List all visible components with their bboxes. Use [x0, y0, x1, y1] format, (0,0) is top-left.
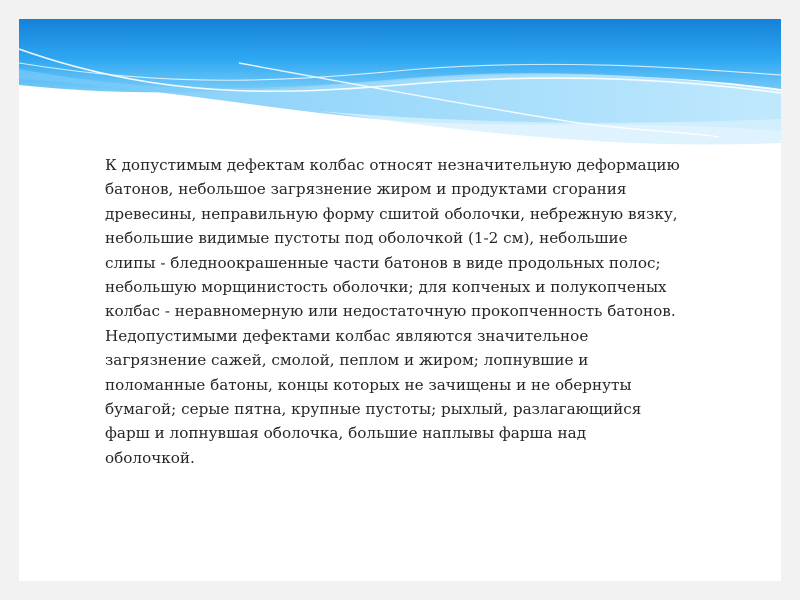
wave-header-graphic: [19, 19, 781, 159]
slide-canvas: [19, 19, 781, 581]
slide-body-text: К допустимым дефектам колбас относят незначительную деформацию батонов, небольшое загрязнение жиром и продуктами сгорания древесины, неправильную форму сшитой оболочки, небрежную вязку, небольшие видимые пустоты под оболочкой (1-2 см), небольшие слипы - бледноокрашенные части батонов в виде продольных полос; небольшую морщинистость оболочки; для копченых и полукопченых колбас - неравномерную или недостаточную прокопченность батонов. Недопустимыми дефектами колбас являются значительное загрязнение сажей, смолой, пеплом и жиром; лопнувшие и поломанные батоны, концы которых не зачищены и не обернуты бумагой; серые пятна, крупные пустоты; рыхлый, разлагающийся фарш и лопнувшая оболочка, большие наплывы фарша над оболочкой.: [105, 156, 680, 467]
